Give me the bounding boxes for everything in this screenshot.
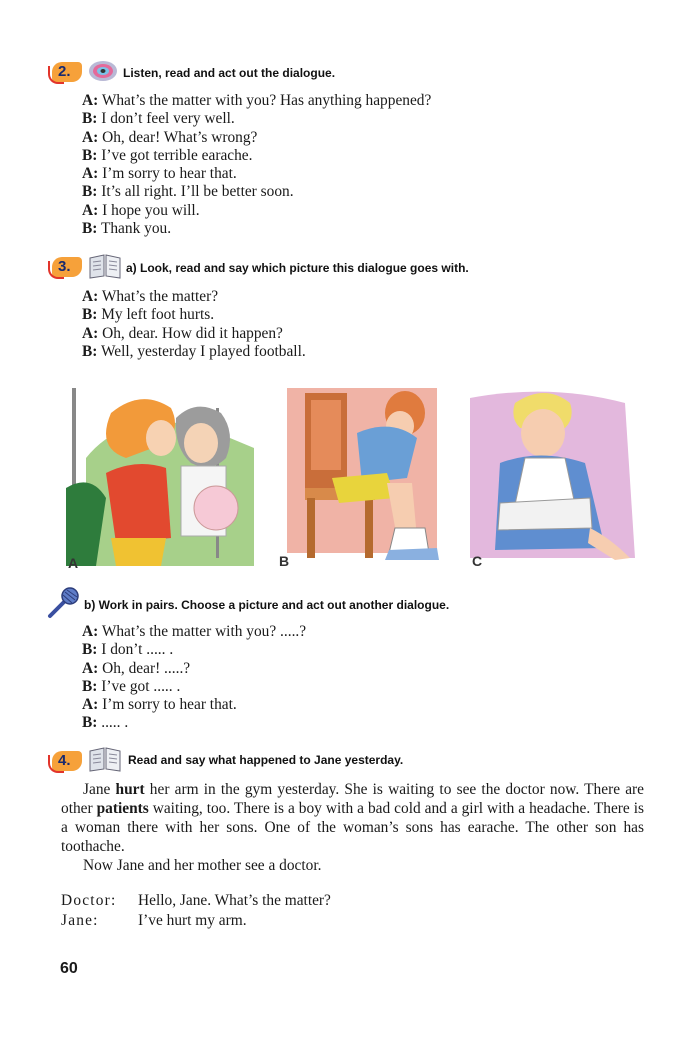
dialogue-line: A: Oh, dear! What’s wrong?: [82, 128, 258, 146]
paragraph: Now Jane and her mother see a doctor.: [83, 857, 322, 874]
microphone-icon: [46, 586, 80, 620]
exercise-4-instruction: Read and say what happened to Jane yesterday.: [128, 753, 404, 767]
book-icon: [88, 746, 122, 772]
picture-b-label: B: [279, 553, 290, 569]
exercise-3a-instruction: a) Look, read and say which picture this dialogue goes with.: [126, 261, 469, 275]
picture-b-illustration: [277, 388, 452, 566]
dialogue-line: A: I’m sorry to hear that.: [82, 165, 237, 183]
dialogue-line: B: It’s all right. I’ll be better soon.: [82, 183, 294, 201]
exercise-4-text: [61, 780, 644, 875]
dialogue-line: B: Well, yesterday I played football.: [82, 342, 306, 360]
exercise-4-number: 4.: [48, 749, 86, 773]
script-line: Doctor: Hello, Jane. What’s the matter?: [61, 892, 331, 909]
picture-c-label: C: [472, 553, 483, 569]
picture-a-label: A: [68, 555, 79, 571]
dialogue-line: A: What’s the matter?: [82, 288, 219, 305]
exercise-3-number: 3.: [48, 255, 86, 279]
picture-a-illustration: [66, 388, 254, 566]
exercise-2-number: 2.: [48, 60, 86, 84]
dialogue-line: A: I’m sorry to hear that.: [82, 696, 237, 714]
dialogue-line: A: I hope you will.: [82, 201, 200, 219]
dialogue-line: A: Oh, dear! .....?: [82, 659, 191, 677]
exercise-2-dialogue: [82, 92, 431, 238]
script-line: Jane: I’ve hurt my arm.: [61, 912, 247, 929]
page-number: 60: [60, 960, 78, 977]
exercise-2-instruction: Listen, read and act out the dialogue.: [123, 66, 336, 80]
dialogue-line: A: Oh, dear. How did it happen?: [82, 324, 283, 342]
dialogue-line: B: I’ve got ..... .: [82, 677, 181, 695]
dialogue-line: B: My left foot hurts.: [82, 306, 215, 324]
dialogue-line: A: What’s the matter with you? Has anything happened?: [82, 92, 432, 109]
doctor-script: [61, 891, 331, 931]
book-icon: [88, 253, 122, 279]
dialogue-line: B: Thank you.: [82, 220, 172, 238]
dialogue-line: B: ..... .: [82, 714, 129, 732]
paragraph: Jane hurt her arm in the gym yesterday. She is waiting to see the doctor now. There are other patients waiting, too. There is a boy with a bad cold and a girl with a headache. There is a woman there with her sons. One of the woman’s sons has earache. The other son has toothache.: [61, 781, 644, 855]
dialogue-line: B: I don’t ..... .: [82, 641, 174, 659]
cd-icon: [88, 60, 118, 82]
exercise-3a-dialogue: [82, 288, 306, 361]
exercise-3b-dialogue: [82, 623, 306, 733]
dialogue-line: A: What’s the matter with you? .....?: [82, 623, 307, 640]
exercise-3b-instruction: b) Work in pairs. Choose a picture and act out another dialogue.: [84, 598, 450, 612]
picture-c-illustration: [470, 388, 640, 566]
dialogue-line: B: I’ve got terrible earache.: [82, 146, 253, 164]
dialogue-line: B: I don’t feel very well.: [82, 110, 235, 128]
